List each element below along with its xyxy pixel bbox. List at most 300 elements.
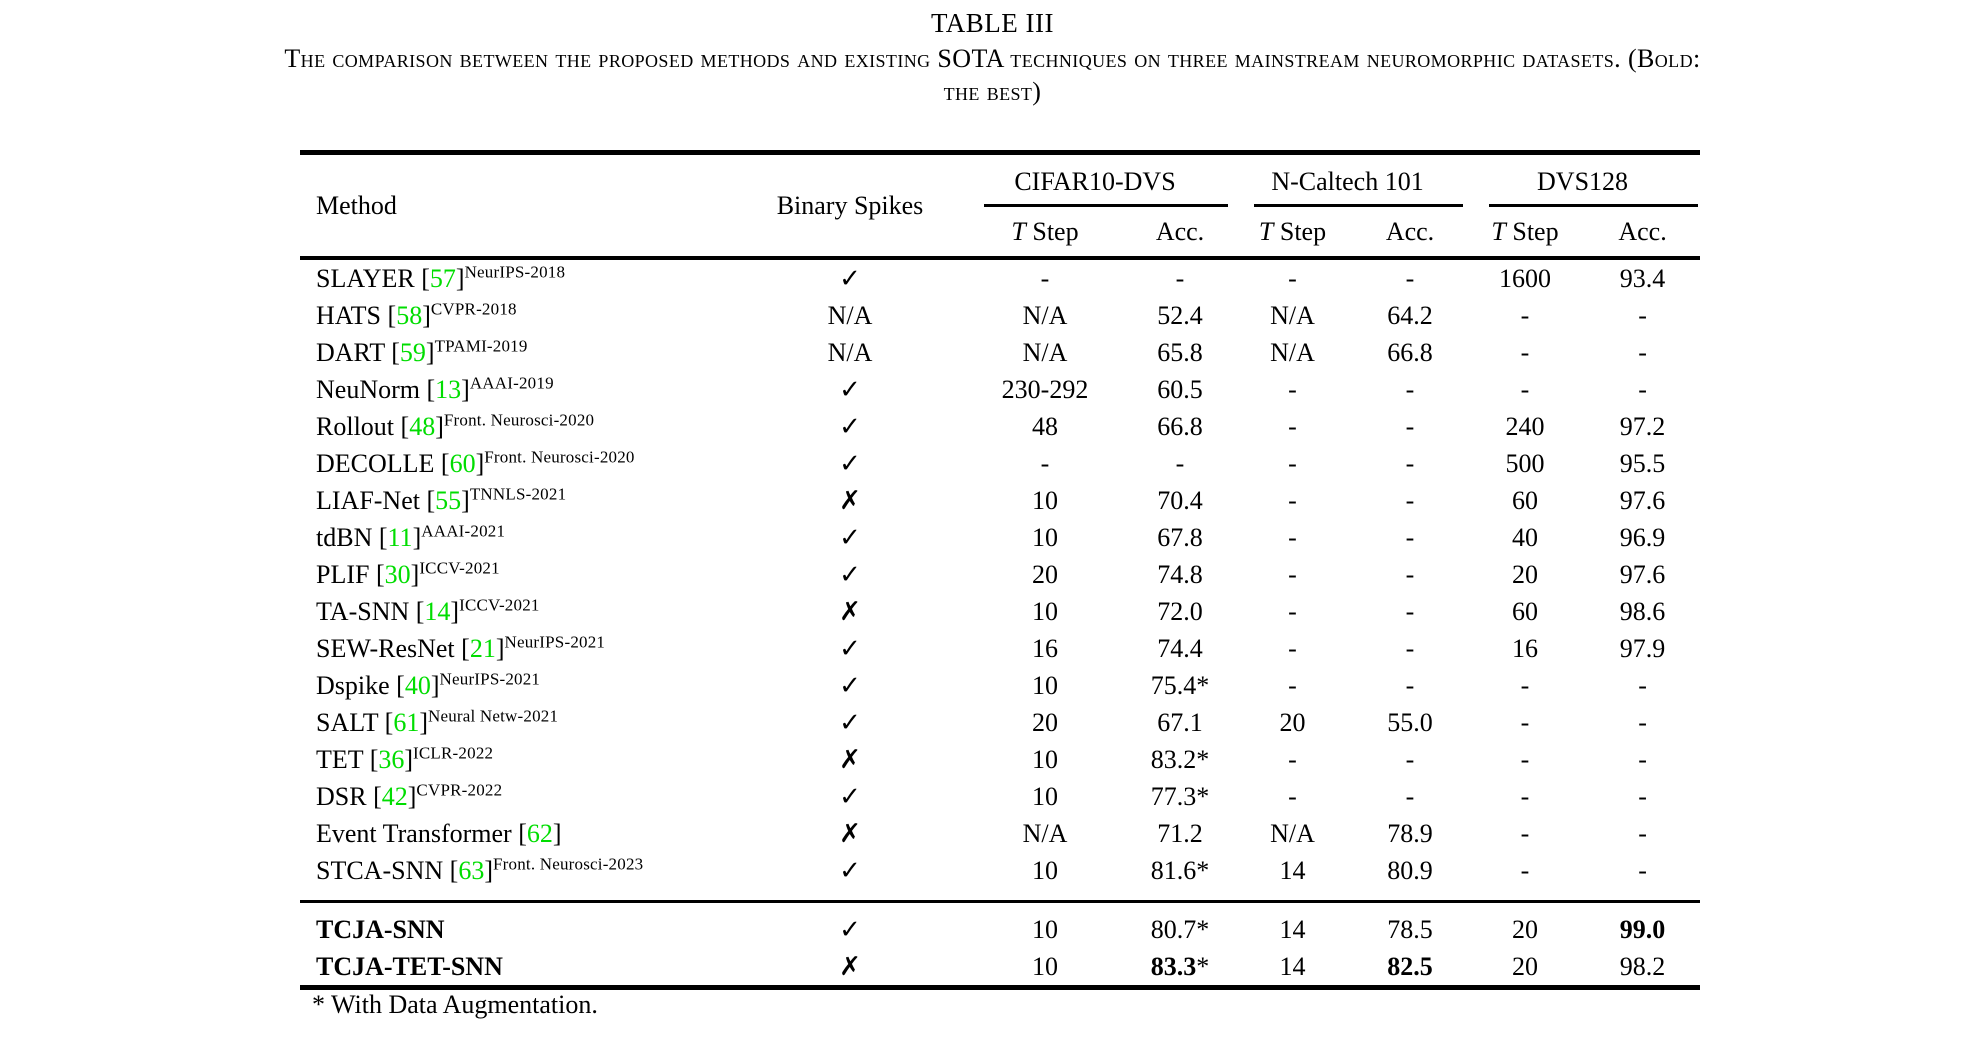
venue-superscript: Front. Neurosci-2020 [443,409,595,429]
value-text: - [1405,448,1415,478]
cell-value [1355,815,1465,852]
cell-value [1130,482,1230,519]
value-text: - [1405,374,1415,404]
cell-value [1355,911,1465,948]
table-row [300,667,1700,704]
citation-link[interactable]: 61 [393,707,420,737]
cell-method: Dspike $[40]^{NeurIPS-2021}$ [316,668,541,700]
comparison-table-wrapper [300,150,1700,990]
cell-value [1355,948,1465,988]
cell-method: SALT $[61]^{Neural Netw-2021}$ [316,705,559,737]
method-name: SLAYER [316,263,415,293]
dataset-group-header [1230,153,1465,208]
cell-value [1230,258,1355,297]
value-text: 77.3 [1150,781,1197,811]
value-text: - [1175,263,1185,293]
value-text: - [1638,337,1647,367]
binary-spikes-column-label: Binary Spikes [776,190,924,220]
table-row [300,445,1700,482]
cell-method: SEW-ResNet $[21]^{NeurIPS-2021}$ [316,631,606,663]
value-text: N/A [1022,300,1068,330]
cell-value [1585,815,1700,852]
cell-value [1130,258,1230,297]
cell-value [1355,258,1465,297]
value-text: 240 [1505,411,1545,441]
cell-value [1230,704,1355,741]
cell-value [1130,334,1230,371]
cell-method: NeuNorm $[13]^{AAAI-2019}$ [316,372,554,404]
table-row [300,704,1700,741]
dataset-group-label: N-Caltech 101 [1271,167,1424,196]
value-text: 20 [1512,914,1539,944]
asterisk-marker: * [1196,670,1210,700]
cell-value [1230,630,1355,667]
check-icon: ✓ [839,374,861,405]
cell-binary-spikes [740,519,960,556]
cell-value [1230,482,1355,519]
tstep-variable: T [1011,216,1026,246]
cell-method: PLIF $[30]^{ICCV-2021}$ [316,557,500,589]
citation-link[interactable]: 57 [429,263,456,293]
check-icon: ✓ [839,559,861,590]
method-name: TA-SNN [316,596,410,626]
value-text: - [1288,633,1297,663]
cell-value [1465,630,1585,667]
value-text: 10 [1032,522,1058,552]
venue-superscript: Neural Netw-2021 [428,705,559,725]
table-row [300,519,1700,556]
value-text: 16 [1032,633,1058,663]
na-label: N/A [827,300,873,330]
venue-superscript: AAAI-2021 [421,520,506,540]
cell-value [1130,911,1230,948]
table-header [300,153,1700,259]
value-text: - [1288,596,1297,626]
cell-value [1585,741,1700,778]
cell-value [960,258,1130,297]
cell-binary-spikes [740,815,960,852]
table-row [300,778,1700,815]
cell-value [960,519,1130,556]
value-text: - [1638,707,1647,737]
cell-value [1355,630,1465,667]
citation-link[interactable]: 21 [469,633,496,663]
group-header-row [300,153,1700,208]
group-underline-rule [1254,204,1463,207]
citation-link[interactable]: 36 [378,744,405,774]
value-text: 78.5 [1387,914,1433,944]
cross-icon: ✗ [839,596,861,627]
table-row [300,556,1700,593]
table-title: TABLE III [930,8,1055,38]
table-caption-line2: the best) [943,77,1042,106]
cross-icon: ✗ [839,744,861,775]
cell-value [1465,948,1585,988]
value-text: - [1405,485,1415,515]
value-text: - [1040,448,1050,478]
check-icon: ✓ [839,263,861,294]
method-name: TCJA-TET-SNN [316,951,503,981]
value-text: - [1405,411,1415,441]
cell-value [1230,911,1355,948]
cell-method: DART $[59]^{TPAMI-2019}$ [316,335,528,367]
cell-value [1465,408,1585,445]
cell-value [1230,445,1355,482]
citation-link[interactable]: 59 [399,337,426,367]
method-name: DART [316,337,385,367]
cell-binary-spikes [740,445,960,482]
value-text: 81.6 [1150,855,1197,885]
venue-superscript: TNNLS-2021 [469,483,567,503]
section-divider-row [300,889,1700,911]
cell-value [1585,911,1700,948]
cell-value [1130,741,1230,778]
cell-binary-spikes [740,408,960,445]
value-text: 14 [1279,951,1306,981]
cell-binary-spikes [740,948,960,988]
table-row [300,371,1700,408]
cell-method: SLAYER $[57]^{NeurIPS-2018}$ [316,261,566,293]
cell-value [1355,334,1465,371]
venue-superscript: Front. Neurosci-2020 [484,446,635,466]
value-text: - [1520,855,1530,885]
value-text: - [1405,744,1415,774]
value-text: 10 [1032,596,1058,626]
cell-binary-spikes [740,778,960,815]
cell-binary-spikes [740,297,960,334]
table-row [300,815,1700,852]
venue-superscript: NeurIPS-2021 [439,668,541,688]
value-text: - [1288,411,1297,441]
value-text: N/A [1270,818,1315,848]
citation-link[interactable]: 14 [424,596,451,626]
cell-value [960,948,1130,988]
cell-value [1355,741,1465,778]
value-text: 75.4 [1150,670,1197,700]
section-divider-cell [300,889,1700,911]
method-name: tdBN [316,522,373,552]
value-text: 20 [1279,707,1306,737]
cell-binary-spikes [740,556,960,593]
cell-value [1585,371,1700,408]
value-text: 230-292 [1001,374,1089,404]
cell-value [960,852,1130,889]
value-text: - [1520,670,1530,700]
cell-value [1130,519,1230,556]
value-text: 10 [1032,914,1058,944]
value-text: 80.7 [1150,914,1197,944]
method-name: Rollout [316,411,395,441]
value-text: 60 [1512,485,1539,515]
cell-value [1355,704,1465,741]
cell-value [1465,911,1585,948]
cell-value [1130,371,1230,408]
value-text: - [1288,559,1297,589]
value-text: - [1520,818,1530,848]
value-text: 96.9 [1619,522,1666,552]
cell-value [1130,948,1230,988]
asterisk-marker: * [1196,951,1210,981]
value-text: - [1405,633,1415,663]
table-row [300,334,1700,371]
venue-superscript: NeurIPS-2018 [464,261,566,281]
value-text: - [1520,337,1530,367]
table-footnote: * With Data Augmentation. [312,990,598,1019]
citation-link[interactable]: 13 [435,374,462,404]
cell-method: Event Transformer [62] [316,818,562,848]
cell-method: tdBN $[11]^{AAAI-2021}$ [316,520,506,552]
na-label: N/A [827,337,873,367]
value-text: - [1520,300,1530,330]
cell-value [1230,519,1355,556]
value-text: - [1288,781,1297,811]
value-text: 16 [1512,633,1539,663]
cell-value [1130,445,1230,482]
acc-column-header: Acc. [1155,216,1205,246]
cell-value [1130,852,1230,889]
cell-value [960,556,1130,593]
cell-value [1130,778,1230,815]
value-text: 74.8 [1157,559,1203,589]
cell-value [1230,852,1355,889]
value-text: 93.4 [1619,263,1666,293]
table-caption-line1: The comparison between the proposed methods and existing SOTA techniques on three mainstream neuromorphic datasets. (Bold: [284,44,1701,73]
table-row [300,948,1700,988]
value-text: - [1638,374,1647,404]
table-row [300,482,1700,519]
cell-value [1465,334,1585,371]
cell-value [960,593,1130,630]
cell-value [1585,334,1700,371]
value-text: - [1520,374,1530,404]
value-text: - [1638,744,1647,774]
value-text: - [1405,596,1415,626]
value-text: - [1638,855,1647,885]
value-text: 14 [1279,855,1306,885]
method-column-label: Method [316,190,397,220]
cell-value [1130,815,1230,852]
value-text: 71.2 [1157,818,1203,848]
citation-link[interactable]: 63 [458,855,485,885]
table-row [300,852,1700,889]
cell-value [1230,667,1355,704]
tstep-column-header: T Step [1491,216,1559,246]
value-text: 95.5 [1619,448,1666,478]
venue-superscript: CVPR-2022 [416,779,503,799]
value-text: N/A [1270,300,1315,330]
method-name: Dspike [316,670,390,700]
cell-value [960,704,1130,741]
cross-icon: ✗ [839,818,861,849]
cell-value [960,371,1130,408]
citation-link[interactable]: 30 [384,559,411,589]
cell-value [1130,630,1230,667]
cell-value [1465,852,1585,889]
cell-value [1465,815,1585,852]
citation-link[interactable]: 40 [404,670,431,700]
value-text: 10 [1032,670,1058,700]
cell-binary-spikes [740,371,960,408]
method-name: LIAF-Net [316,485,420,515]
citation-link[interactable]: 60 [449,448,476,478]
table-row [300,593,1700,630]
acc-column-header: Acc. [1618,216,1667,246]
cell-method [300,948,740,988]
cell-value [1230,297,1355,334]
cell-value [1585,556,1700,593]
method-name: SEW-ResNet [316,633,455,663]
cell-value [1465,371,1585,408]
value-text: - [1638,818,1647,848]
value-text: 67.8 [1157,522,1203,552]
cell-value [1465,445,1585,482]
cell-value [1130,408,1230,445]
value-text: 97.6 [1619,559,1666,589]
check-icon: ✓ [839,914,861,945]
cross-icon: ✗ [839,951,861,982]
cell-method: TET $[36]^{ICLR-2022}$ [316,742,494,774]
value-text: 48 [1032,411,1058,441]
method-name: Event Transformer [316,818,512,848]
cell-value [1230,408,1355,445]
cell-value [1585,667,1700,704]
cell-method: Rollout $[48]^{Front. Neurosci-2020}$ [316,409,595,441]
value-text: 14 [1279,914,1306,944]
method-name: PLIF [316,559,370,589]
value-text: 74.4 [1157,633,1203,663]
value-text: 99.0 [1619,914,1666,944]
venue-superscript: AAAI-2019 [469,372,554,392]
cell-value [1230,948,1355,988]
table-row [300,258,1700,297]
value-text: N/A [1270,337,1315,367]
cell-value [1585,852,1700,889]
cell-value [1355,482,1465,519]
cell-value [1585,778,1700,815]
value-text: 52.4 [1157,300,1203,330]
cell-value [1230,778,1355,815]
cell-value [1585,297,1700,334]
acc-column-header: Acc. [1385,216,1435,246]
method-name: TET [316,744,364,774]
cell-binary-spikes [740,334,960,371]
value-text: - [1638,670,1647,700]
venue-superscript: ICCV-2021 [459,594,540,614]
value-text: - [1520,707,1530,737]
value-text: 20 [1512,559,1539,589]
value-text: 60.5 [1157,374,1203,404]
cell-value [1465,258,1585,297]
check-icon: ✓ [839,855,861,886]
dataset-group-header [1465,153,1700,208]
cell-binary-spikes [740,852,960,889]
cell-value [1355,593,1465,630]
cell-value [1585,519,1700,556]
check-icon: ✓ [839,670,861,701]
cell-value [1465,482,1585,519]
asterisk-marker: * [1196,781,1210,811]
check-icon: ✓ [839,781,861,812]
cell-binary-spikes [740,630,960,667]
citation-link[interactable]: 42 [381,781,408,811]
cell-value [960,815,1130,852]
value-text: - [1405,522,1415,552]
asterisk-marker: * [1196,914,1210,944]
value-text: 10 [1032,744,1058,774]
value-text: - [1288,522,1297,552]
check-icon: ✓ [839,633,861,664]
cell-value [1130,704,1230,741]
cell-value [1355,371,1465,408]
cell-method: DSR $[42]^{CVPR-2022}$ [316,779,503,811]
cell-method: DECOLLE $[60]^{Front. Neurosci-2020}$ [316,446,635,478]
citation-link[interactable]: 58 [396,300,423,330]
method-column-header [300,153,740,259]
value-text: 10 [1032,855,1058,885]
venue-superscript: TPAMI-2019 [434,335,528,355]
value-text: - [1288,744,1297,774]
value-text: 98.2 [1619,951,1666,981]
value-text: 67.1 [1157,707,1203,737]
value-text: - [1405,781,1415,811]
method-name: SALT [316,707,379,737]
value-text: 20 [1032,707,1058,737]
value-text: 66.8 [1387,337,1433,367]
method-name: DSR [316,781,367,811]
cell-value [1230,741,1355,778]
cell-value [1355,297,1465,334]
table-caption [0,42,1985,108]
asterisk-marker: * [1196,744,1210,774]
cell-value [1465,704,1585,741]
cell-value [1585,408,1700,445]
value-text: N/A [1022,818,1068,848]
citation-link[interactable]: 55 [435,485,462,515]
value-text: 97.9 [1619,633,1666,663]
cell-method: HATS $[58]^{CVPR-2018}$ [316,298,517,330]
citation-link[interactable]: 11 [387,522,413,552]
binary-spikes-column-header [740,153,960,259]
value-text: 80.9 [1387,855,1433,885]
value-text: 83.2 [1150,744,1197,774]
cell-value [960,408,1130,445]
citation-link[interactable]: 48 [409,411,436,441]
value-text: 10 [1032,485,1058,515]
method-name: DECOLLE [316,448,435,478]
cell-value [1585,593,1700,630]
value-text: 70.4 [1157,485,1203,515]
table-row [300,408,1700,445]
check-icon: ✓ [839,707,861,738]
cell-value [960,911,1130,948]
cell-value [1585,704,1700,741]
cell-value [1230,371,1355,408]
tstep-column-header: T Step [1011,216,1079,246]
venue-superscript: ICLR-2022 [413,742,494,762]
cell-value [1465,297,1585,334]
value-text: 97.2 [1619,411,1666,441]
cell-value [1465,778,1585,815]
cell-binary-spikes [740,667,960,704]
value-text: 500 [1505,448,1545,478]
dataset-group-label: CIFAR10-DVS [1014,167,1176,196]
cell-method: STCA-SNN $[63]^{Front. Neurosci-2023}$ [316,853,644,885]
value-text: 97.6 [1619,485,1666,515]
check-icon: ✓ [839,522,861,553]
method-name: STCA-SNN [316,855,444,885]
value-text: - [1520,781,1530,811]
citation-link[interactable]: 62 [526,818,553,848]
